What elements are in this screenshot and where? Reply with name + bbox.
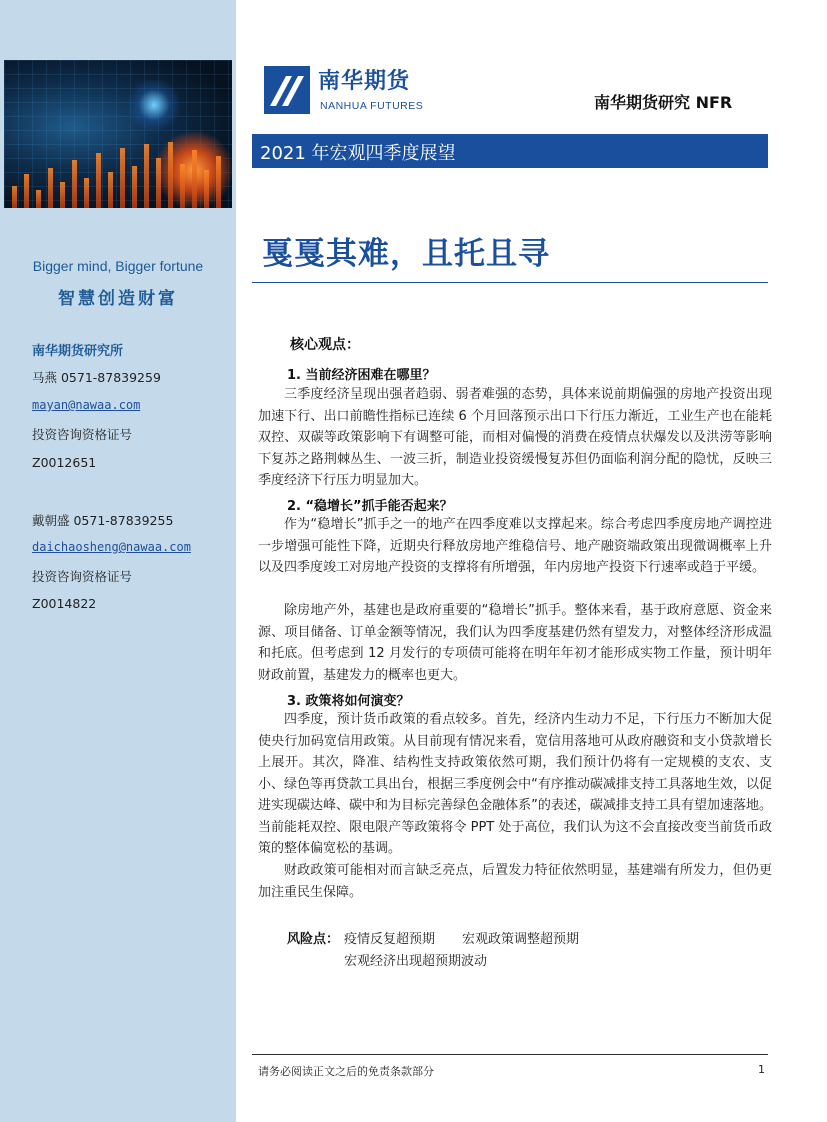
section-2-heading: 2. “稳增长”抓手能否起来？ xyxy=(287,499,453,514)
sidebar xyxy=(0,0,236,1122)
analyst-1-cert-label: 投资咨询资格证号 xyxy=(32,427,133,442)
logo-chinese: 南华期货 xyxy=(318,69,411,94)
slogan-chinese: 智慧创造财富 xyxy=(58,289,178,309)
section-2-paragraph-1: 作为“稳增长”抓手之一的地产在四季度难以支撑起来。综合考虑四季度房地产调控进一步增强可能性下降，近期央行释放房地产维稳信号、地产融资端政策出现微调概率上升以及四季度竣工对房地产投资的支撑将有所增强，年内房地产投资下行速率或趋于平缓。 xyxy=(258,517,772,575)
section-1-heading: 1. 当前经济困难在哪里？ xyxy=(287,368,436,383)
institute-name: 南华期货研究所 xyxy=(32,344,124,359)
section-3-paragraph-2: 财政政策可能相对而言缺乏亮点，后置发力特征依然明显，基建端有所发力，但仍更加注重民生保障。 xyxy=(258,863,772,900)
analyst-1-email[interactable]: mayan@nawaa.com xyxy=(32,398,141,412)
hero-image xyxy=(4,60,232,208)
footer-disclaimer: 请务必阅读正文之后的免责条款部分 xyxy=(258,1065,434,1078)
hero-glow-blue xyxy=(124,80,184,130)
logo-english: NANHUA FUTURES xyxy=(320,100,424,112)
risk-item-1: 疫情反复超预期 xyxy=(344,932,436,947)
core-views-label: 核心观点： xyxy=(290,337,360,353)
analyst-2-email[interactable]: daichaosheng@nawaa.com xyxy=(32,540,191,554)
section-2-paragraph-2: 除房地产外，基建也是政府重要的“稳增长”抓手。整体来看，基于政府意愿、资金来源、项目储备、订单金额等情况，我们认为四季度基建仍然有望发力，对整体经济形成温和托底。但考虑到 12 月发行的专项债可能将在明年年初才能形成实物工作量，预计明年财政前置，基建发力的概率也更大。 xyxy=(258,603,772,683)
report-title: 2021 年宏观四季度展望 xyxy=(260,143,456,164)
main-title: 戛戛其难，且托且寻 xyxy=(262,236,550,272)
page-number: 1 xyxy=(758,1063,765,1076)
title-divider xyxy=(252,282,768,283)
research-label: 南华期货研究 NFR xyxy=(594,93,733,112)
nanhua-logo-icon xyxy=(264,66,310,114)
section-1-paragraph-1: 三季度经济呈现出强者趋弱、弱者难强的态势，具体来说前期偏强的房地产投资出现加速下行、出口前瞻性指标已连续 6 个月回落预示出口下行压力渐近，工业生产也在能耗双控、双碳等政策影响下有调整可能，而相对偏慢的消费在疫情点状爆发以及洪涝等影响下复苏之路荆棘丛生、一波三折，制造业投资缓慢复苏但仍面临利润分配的隐忧，反映三季度经济下行压力明显加大。 xyxy=(258,387,772,488)
analyst-2-cert-label: 投资咨询资格证号 xyxy=(32,569,133,584)
risk-item-3: 宏观经济出现超预期波动 xyxy=(344,954,488,969)
analyst-2-cert-no: Z0014822 xyxy=(32,596,97,611)
section-3-paragraph-1: 四季度，预计货币政策的看点较多。首先，经济内生动力不足，下行压力不断加大促使央行加码宽信用政策。从目前现有情况来看，宽信用落地可从政府融资和支小贷款增长上展开。其次，降准、结构性支持政策依然可期，我们预计仍将有一定规模的支农、支小、绿色等再贷款工具出台，根据三季度例会中“有序推动碳减排支持工具落地生效，以促进实现碳达峰、碳中和为目标完善绿色金融体系”的表述，碳减排支持工具有望加速落地。当前能耗双控、限电限产等政策将令 PPT 处于高位，我们认为这不会直接改变当前货币政策的整体偏宽松的基调。 xyxy=(258,712,772,856)
risk-item-2: 宏观政策调整超预期 xyxy=(462,932,580,947)
footer-divider xyxy=(252,1054,768,1055)
risk-label: 风险点： xyxy=(287,932,340,947)
section-3-heading: 3. 政策将如何演变？ xyxy=(287,694,410,709)
analyst-1-name-phone: 马燕 0571-87839259 xyxy=(32,370,161,385)
analyst-1-cert-no: Z0012651 xyxy=(32,455,97,470)
analyst-2-name-phone: 戴朝盛 0571-87839255 xyxy=(32,513,174,528)
slogan-english: Bigger mind, Bigger fortune xyxy=(32,258,204,274)
hero-bars xyxy=(4,138,232,208)
